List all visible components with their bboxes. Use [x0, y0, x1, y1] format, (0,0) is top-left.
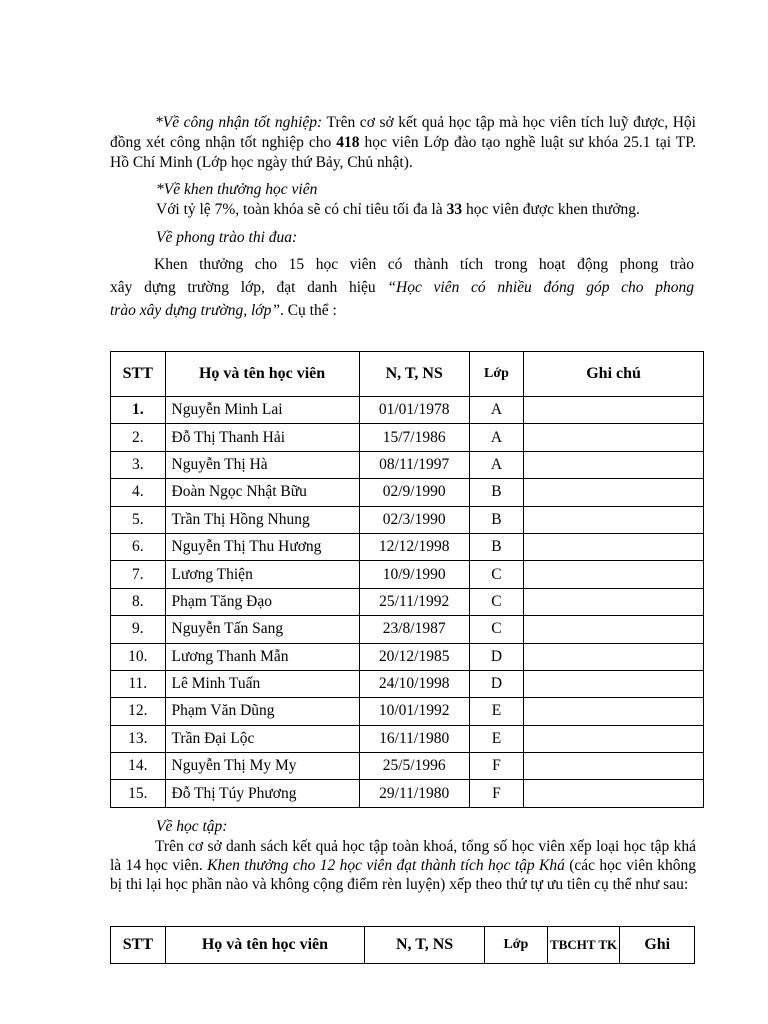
table-row: [111, 451, 704, 478]
table-row: [111, 424, 704, 451]
row-note: [524, 479, 704, 506]
table-row: [111, 780, 704, 807]
row-name: Nguyễn Thị Hà: [165, 451, 359, 478]
col-stt: STT: [111, 927, 166, 964]
row-class: B: [469, 533, 523, 560]
row-dob: 10/9/1990: [359, 561, 469, 588]
row-dob: 25/11/1992: [359, 588, 469, 615]
row-note: [524, 561, 704, 588]
row-stt: 4.: [111, 479, 166, 506]
movement-heading: Về phong trào thi đua:: [156, 229, 298, 246]
row-class: C: [469, 616, 523, 643]
row-dob: 25/5/1996: [359, 753, 469, 780]
graduation-text-after: học viên Lớp đào tạo nghề luật sư khóa 25.1 tại TP. Hồ Chí Minh (Lớp học ngày thứ Bảy, Chủ nhật).: [110, 134, 696, 171]
col-note: Ghi: [620, 927, 695, 964]
row-name: Phạm Tăng Đạo: [165, 588, 359, 615]
row-dob: 08/11/1997: [359, 451, 469, 478]
col-name: Họ và tên học viên: [165, 352, 359, 397]
movement-title-part-2: trào xây dựng trường, lớp”: [110, 302, 280, 319]
row-dob: 10/01/1992: [359, 698, 469, 725]
table-row: [111, 643, 704, 670]
row-dob: 02/9/1990: [359, 479, 469, 506]
graduation-count: 418: [336, 134, 360, 151]
movement-line-3: [110, 301, 337, 321]
row-name: Nguyễn Minh Lai: [165, 397, 359, 424]
row-dob: 15/7/1986: [359, 424, 469, 451]
row-name: Trần Đại Lộc: [165, 725, 359, 752]
graduation-paragraph: [110, 113, 696, 173]
row-stt: 6.: [111, 533, 166, 560]
row-note: [524, 780, 704, 807]
row-stt: 15.: [111, 780, 166, 807]
row-stt: 11.: [111, 670, 166, 697]
col-dob: N, T, NS: [365, 927, 485, 964]
row-stt: 7.: [111, 561, 166, 588]
row-stt: 9.: [111, 616, 166, 643]
row-stt: 3.: [111, 451, 166, 478]
honor-table-body: [111, 397, 704, 808]
row-stt: 1.: [111, 397, 166, 424]
row-stt: 2.: [111, 424, 166, 451]
movement-title-part-1: “Học viên có nhiều đóng góp cho phong: [387, 279, 694, 296]
col-class: Lớp: [469, 352, 523, 397]
row-note: [524, 616, 704, 643]
row-name: Đỗ Thị Túy Phương: [165, 780, 359, 807]
row-name: Trần Thị Hồng Nhung: [165, 506, 359, 533]
col-stt: STT: [111, 352, 166, 397]
reward-count: 33: [446, 201, 463, 218]
row-class: B: [469, 506, 523, 533]
row-dob: 12/12/1998: [359, 533, 469, 560]
study-italic-text: Khen thưởng cho 12 học viên đạt thành tích học tập Khá: [207, 857, 565, 874]
study-table-header: [111, 927, 695, 964]
row-name: Phạm Văn Dũng: [165, 698, 359, 725]
movement-line-2-text: xây dựng trường lớp, đạt danh hiệu: [110, 279, 388, 296]
reward-text: [156, 200, 640, 220]
table-row: [111, 670, 704, 697]
row-note: [524, 397, 704, 424]
row-note: [524, 533, 704, 560]
table-row: [111, 506, 704, 533]
study-heading: Về học tập:: [156, 818, 228, 835]
row-class: C: [469, 588, 523, 615]
col-note: Ghi chú: [524, 352, 704, 397]
row-name: Nguyễn Thị My My: [165, 753, 359, 780]
row-name: Đoàn Ngọc Nhật Bữu: [165, 479, 359, 506]
movement-line-2: [110, 278, 694, 298]
graduation-text-before: Trên cơ sở kết quả học tập mà học viên tích luỹ được, Hội đồng xét công nhận tốt nghiệp cho: [110, 114, 696, 151]
col-name: Họ và tên học viên: [165, 927, 364, 964]
honor-table: [110, 351, 704, 808]
study-paragraph: [110, 837, 696, 894]
reward-text-after: học viên được khen thưởng.: [462, 201, 640, 218]
table-row: [111, 533, 704, 560]
row-name: Lương Thiện: [165, 561, 359, 588]
honor-table-header: [111, 352, 704, 397]
table-row: [111, 753, 704, 780]
reward-text-before: Với tỷ lệ 7%, toàn khóa sẽ có chỉ tiêu tối đa là: [156, 201, 447, 218]
table-row: [111, 616, 704, 643]
row-name: Nguyễn Thị Thu Hương: [165, 533, 359, 560]
study-text: Trên cơ sở danh sách kết quả học tập toàn khoá, tổng số học viên xếp loại học tập khá là 14 học viên.: [110, 838, 696, 874]
row-class: F: [469, 753, 523, 780]
row-note: [524, 451, 704, 478]
row-stt: 5.: [111, 506, 166, 533]
row-note: [524, 424, 704, 451]
row-stt: 12.: [111, 698, 166, 725]
row-class: F: [469, 780, 523, 807]
row-class: C: [469, 561, 523, 588]
row-name: Nguyễn Tấn Sang: [165, 616, 359, 643]
table-row: [111, 725, 704, 752]
row-stt: 13.: [111, 725, 166, 752]
row-class: A: [469, 451, 523, 478]
study-table: [110, 926, 695, 964]
row-dob: 20/12/1985: [359, 643, 469, 670]
col-class: Lớp: [485, 927, 548, 964]
row-dob: 02/3/1990: [359, 506, 469, 533]
table-row: [111, 588, 704, 615]
reward-heading: *Về khen thưởng học viên: [156, 181, 318, 198]
movement-line-3-text: . Cụ thể :: [279, 302, 337, 319]
row-name: Lê Minh Tuấn: [165, 670, 359, 697]
graduation-label: *Về công nhận tốt nghiệp:: [155, 114, 323, 131]
row-class: A: [469, 424, 523, 451]
row-dob: 24/10/1998: [359, 670, 469, 697]
row-class: B: [469, 479, 523, 506]
row-note: [524, 698, 704, 725]
table-row: [111, 561, 704, 588]
table-row: [111, 479, 704, 506]
row-note: [524, 725, 704, 752]
row-class: E: [469, 698, 523, 725]
row-class: A: [469, 397, 523, 424]
movement-line-1: Khen thưởng cho 15 học viên có thành tích trong hoạt động phong trào: [154, 256, 694, 273]
row-class: E: [469, 725, 523, 752]
row-note: [524, 753, 704, 780]
col-gpa: TBCHT TK: [547, 927, 620, 964]
row-note: [524, 670, 704, 697]
study-text-after: (các học viên không bị thi lại học phần nào và không cộng điểm rèn luyện) xếp theo thứ tự ưu tiên cụ thể như sau:: [110, 857, 696, 893]
table-row: [111, 698, 704, 725]
row-class: D: [469, 643, 523, 670]
row-stt: 10.: [111, 643, 166, 670]
row-note: [524, 506, 704, 533]
row-dob: 23/8/1987: [359, 616, 469, 643]
row-note: [524, 643, 704, 670]
row-note: [524, 588, 704, 615]
col-dob: N, T, NS: [359, 352, 469, 397]
row-class: D: [469, 670, 523, 697]
row-name: Lương Thanh Mẫn: [165, 643, 359, 670]
row-dob: 16/11/1980: [359, 725, 469, 752]
row-stt: 14.: [111, 753, 166, 780]
row-name: Đỗ Thị Thanh Hải: [165, 424, 359, 451]
row-stt: 8.: [111, 588, 166, 615]
row-dob: 29/11/1980: [359, 780, 469, 807]
row-dob: 01/01/1978: [359, 397, 469, 424]
table-row: [111, 397, 704, 424]
